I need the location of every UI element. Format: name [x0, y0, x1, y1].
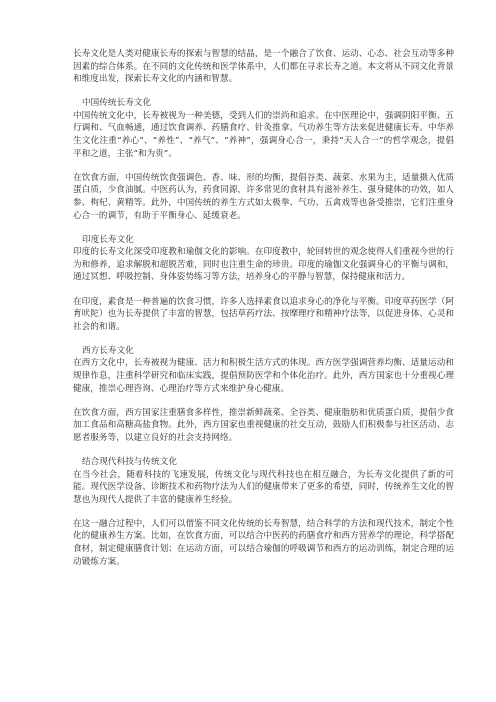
section-modern [73, 456, 454, 568]
section-heading: 中国传统长寿文化 [82, 98, 152, 109]
section-paragraph: 在西方文化中，长寿被视为健康、活力和积极生活方式的体现。西方医学强调营养均衡、适量运动和规律作息，注重科学研究和临床实践，提倡预防医学和个体化治疗。此外，西方国家也十分重视心理健康，推崇心理咨询、心理治疗等方式来维护身心健康。 [73, 358, 454, 394]
section-paragraph: 在这一融合过程中，人们可以借鉴不同文化传统的长寿智慧，结合科学的方法和现代技术，制定个性化的健康养生方案。比如，在饮食方面，可以结合中医药的药膳食疗和西方营养学的理论，科学搭配食材，制定健康膳食计划；在运动方面，可以结合瑜伽的呼吸调节和西方的运动训练，制定合理的运动锻炼方案。 [73, 518, 454, 567]
section-paragraph: 印度的长寿文化深受印度教和瑜伽文化的影响。在印度教中，轮回转世的观念使得人们重视今世的行为和修养，追求解脱和超脱苦难，同时也注重生命的珍贵。印度的瑜伽文化强调身心的平衡与调和，通过冥想、呼吸控制、身体姿势练习等方法，培养身心的平静与智慧，保持健康和活力。 [73, 247, 454, 283]
section-china [73, 97, 454, 222]
section-heading: 印度长寿文化 [82, 234, 134, 245]
section-paragraph: 在饮食方面，西方国家注重膳食多样性，推崇新鲜蔬菜、全谷类、健康脂肪和优质蛋白质，提倡少食加工食品和高糖高盐食物。此外，西方国家也重视健康的社交互动，鼓励人们积极参与社区活动、志愿者服务等，以建立良好的社会支持网络。 [73, 407, 454, 443]
section-paragraph: 在当今社会，随着科技的飞速发展，传统文化与现代科技也在相互融合，为长寿文化提供了新的可能。现代医学设备、诊断技术和药物疗法为人们的健康带来了更多的希望，同时，传统养生文化的智慧也为现代人提供了丰富的健康养生经验。 [73, 469, 454, 505]
section-heading: 结合现代科技与传统文化 [82, 456, 178, 467]
section-west [73, 345, 454, 445]
intro-paragraph: 长寿文化是人类对健康长寿的探索与智慧的结晶，是一个融合了饮食、运动、心态、社会互动等多种因素的综合体系。在不同的文化传统和医学体系中，人们都在寻求长寿之道。本文将从不同文化背景和维度出发，探索长寿文化的内涵和智慧。 [73, 49, 454, 85]
section-paragraph: 在印度，素食是一种普遍的饮食习惯，许多人选择素食以追求身心的净化与平衡。印度草药医学（阿育吠陀）也为长寿提供了丰富的智慧，包括草药疗法、按摩理疗和精神疗法等，以促进身体、心灵和社会的和谐。 [73, 296, 454, 332]
section-paragraph: 中国传统文化中，长寿被视为一种美德，受到人们的崇尚和追求。在中医理论中，强调阴阳平衡、五行调和、气血畅通，通过饮食调养、药膳食疗、针灸推拿、气功养生等方法来促进健康长寿。中华养生文化注重“养心”、“养性”、“养气”、“养神”，强调身心合一，秉持“天人合一”的哲学观念，提倡平和之道，主张“和为贵”。 [73, 110, 454, 159]
section-india [73, 234, 454, 334]
section-heading: 西方长寿文化 [82, 345, 134, 356]
section-paragraph: 在饮食方面，中国传统饮食强调色、香、味、形的均衡，提倡谷类、蔬菜、水果为主，适量摄入优质蛋白质，少食油腻。中医药认为，药食同源，许多常见的食材具有滋补养生、强身健体的功效，如人参、枸杞、黄精等。此外，中国传统的养生方式如太极拳、气功、五禽戏等也备受推崇，它们注重身心合一的调节，有助于平衡身心、延缓衰老。 [73, 172, 454, 221]
